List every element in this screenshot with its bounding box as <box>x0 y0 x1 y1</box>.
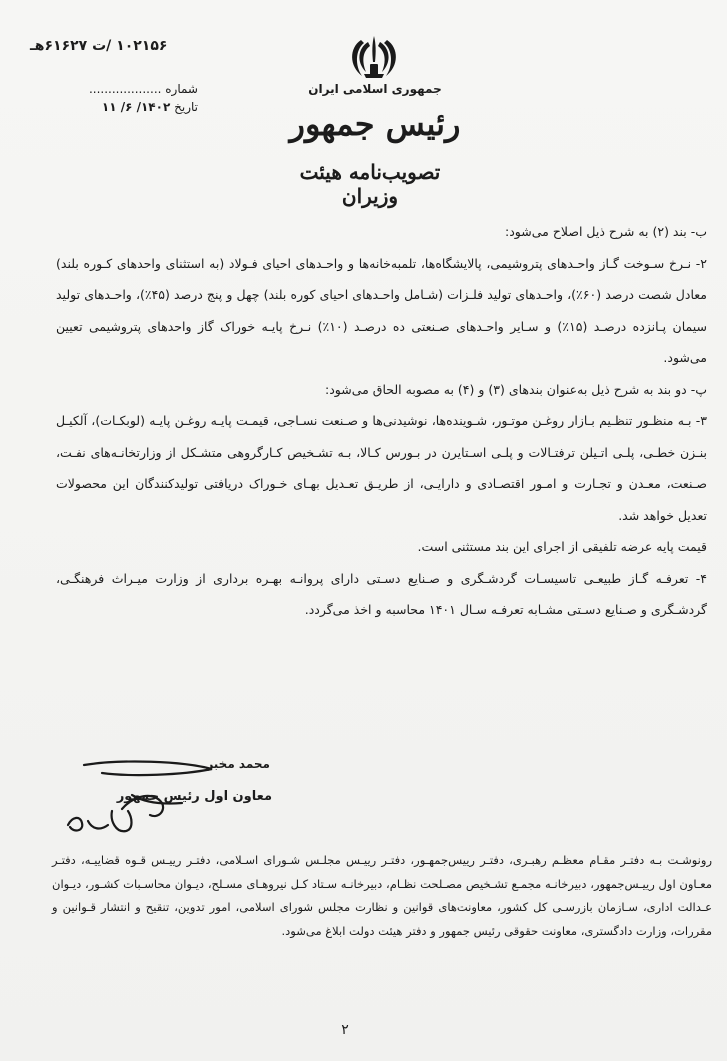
signature-name: محمد مخبر <box>206 757 270 771</box>
paragraph-p: پ- دو بند به شرح ذیل به‌عنوان بندهای (۳) و (۴) به مصوبه الحاق می‌شود: <box>324 381 707 397</box>
iran-emblem-icon <box>346 34 402 80</box>
date-line <box>58 100 198 120</box>
number-label: شماره ................... <box>88 82 198 96</box>
signature-block <box>62 755 272 845</box>
paragraph-item-2: ۲- نـرخ سـوخت گـاز واحـدهای پتروشیمی، پالایشگاه‌ها، تلمبه‌خانه‌ها و واحـدهای احیای فـولاد (به استثنای واحدهای کـوره بلند) معادل شصت درصد (۶۰٪)، واحـدهای تولید فلـزات (شـامل واحـدهای احیای کوره بلند) چهل و پنج درصد (۴۵٪)، واحـدهای تولید سیمان پـانزده درصـد (۱۵٪) و سـایر واحـدهای صـنعتی ده درصـد (۱۰٪) نـرخ پایـه خوراک گاز واحدهای پتروشیمی تعیین می‌شود. <box>56 255 708 365</box>
page-number: ۲ <box>341 1022 349 1038</box>
paragraph-b: ب- بند (۲) به شرح ذیل اصلاح می‌شود: <box>505 224 707 239</box>
header-president: رئیس جمهور <box>289 105 461 143</box>
signature-title: معاون اول رئیس جمهور <box>116 789 272 804</box>
date-value: ۱۴۰۲/ ۶/ ۱۱ <box>101 100 171 114</box>
paragraph-item-3: ۳- بـه منظـور تنظـیم بـازار روغـن موتـور، شـوینده‌ها، نوشیدنی‌ها و صـنعت نسـاجی، قیمـت پایـه روغـن پایـه (لوبکـات)، آلکیـل بنـزن خطـی، پلـی اتـیلن ترفتـالات و پلـی اسـتایرن در بـورس کـالا، بـه تشـخیص کـارگروهی متشـکل از وزارتخانـه‌های نفـت، صـنعت، معـدن و تجـارت و امـور اقتصـادی و دارایـی، از طریـق تعـدیل بهـای خـوراک دریافتی تولیدکنندگان این محصولات تعدیل خواهد شد. <box>56 413 707 523</box>
header-country: جمهوری اسلامی ایران <box>308 82 442 96</box>
paragraph-item-4: ۴- تعرفـه گـاز طبیعـی تاسیسـات گردشـگری و صـنایع دسـتی دارای پروانـه بهـره برداری از وزارت میـراث فرهنگـی، گردشـگری و صـنایع دسـتی مشـابه تعرفـه سـال ۱۴۰۱ محاسبه و اخذ می‌گردد. <box>56 570 707 617</box>
date-label: تاریخ <box>174 100 198 114</box>
paragraph-exception: قیمت پایه عرضه تلفیقی از اجرای این بند مستثنی است. <box>417 539 707 554</box>
reference-number: ۱۰۲۱۵۶ /ت ۶۱۶۲۷هـ <box>30 38 168 54</box>
distribution-list: رونوشـت بـه دفتـر مقـام معظـم رهبـری، دفتـر رییس‌جمهـور، دفتـر رییـس مجلـس شـورای اسـلامی، دفتـر رییـس قـوه قضاییـه، دفتـر معـاون اول رییـس‌جمهور، دبیرخانـه مجمـع تشـخیص مصـلحت نظـام، دبیرخانـه سـتاد کـل نیروهـای مسـلح، دیـوان محاسـبات کشـور، دیـوان عـدالت اداری، سـازمان بازرسـی کل کشور، معاونت‌های قوانین و نظارت مجلس شورای اسلامی، امور تدوین، تنقیح و انتشار قـوانین و مقررات، وزارت دادگستری، معاونت حقوقی رئیس جمهور و دفتر هیئت دولت ابلاغ می‌شود. <box>52 853 712 938</box>
header-cabinet: تصویب‌نامه هیئت وزیران <box>299 160 441 208</box>
decree-body <box>56 216 707 626</box>
